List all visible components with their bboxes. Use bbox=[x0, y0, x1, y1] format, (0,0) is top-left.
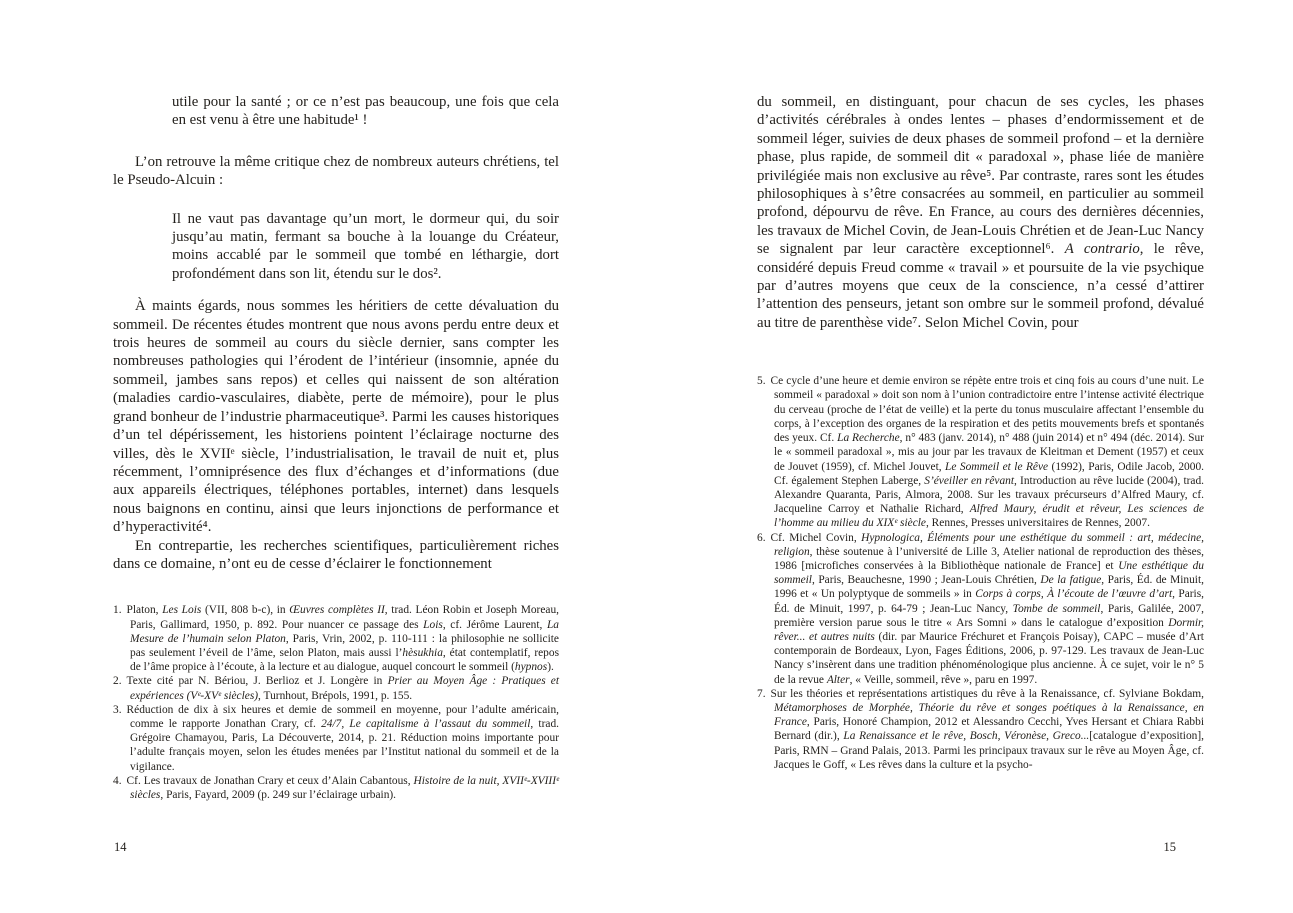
footnote-number: 1. bbox=[113, 604, 122, 617]
paragraph: En contrepartie, les recherches scientifiques, particulièrement riches dans ce domaine, n’ont eu de cesse d’éclairer le fonctionnement bbox=[113, 537, 559, 572]
paragraph: du sommeil, en distinguant, pour chacun de ses cycles, les phases d’activités cérébrales à ondes lentes – phases d’endormissement et de sommeil léger, suivies de deux phases de sommeil profond – et la dernière phase, plus rapide, de sommeil dit « paradoxal », phase liée de manière privilégiée mais non exclusive au rêve⁵. Par contraste, rares sont les études philosophiques à s’être consacrées au sommeil, en particulier au sommeil profond, dépourvu de rêve. En France, au cours des dernières décennies, les travaux de Michel Covin, de Jean-Louis Chrétien et de Jean-Luc Nancy se signalent par leur caractère exceptionnel⁶. A contrario, le rêve, considéré depuis Freud comme « travail » et poursuite de la vie psychique par d’autres moyens que ceux de la conscience, n’a cessé d’attirer l’attention des penseurs, jetant son ombre sur le sommeil profond, dévalué au titre de parenthèse vide⁷. Selon Michel Covin, pour bbox=[757, 94, 1205, 331]
right-page bbox=[757, 93, 1205, 854]
footnote-text: Cf. Michel Covin, Hypnologica, Éléments pour une esthétique du sommeil : art, médecine, religion, thèse soutenue à l’université de Lille 3, Atelier national de reproduction des thèses, 1986 [microfiches conservées à la Bibliothèque nationale de France] et Une esthétique du sommeil, Paris, Beauchesne, 1990 ; Jean-Louis Chrétien, De la fatigue, Paris, Éd. de Minuit, 1996 et « Un polyptyque de sommeils » in Corps à corps, À l’écoute de l’œuvre d’art, Paris, Éd. de Minuit, 1997, p. 64-79 ; Jean-Luc Nancy, Tombe de sommeil, Paris, Galilée, 2007, première version parue sous le titre « Ars Somni » dans le catalogue d’exposition Dormir, rêver... et autres nuits (dir. par Maurice Fréchuret et François Poisay), CAPC – musée d’Art contemporain de Bordeaux, Lyon, Fages Éditions, 2006, p. 97-129. Les travaux de Jean-Luc Nancy s’insèrent dans une tradition phénoménologique plus ancienne. À ce sujet, voir le n° 5 de la revue Alter, « Veille, sommeil, rêve », paru en 1997. bbox=[770, 531, 1205, 686]
footnote-text: Ce cycle d’une heure et demie environ se répète entre trois et cinq fois au cours d’une nuit. Le sommeil « paradoxal » doit son nom à l’union contradictoire entre l’intense activité électrique du cerveau (proche de l’état de veille) et la perte du tonus musculaire affectant l’ensemble du corps, à l’exception des organes de la respiration et des petits mouvements brefs et spontanés des yeux. Cf. La Recherche, n° 483 (janv. 2014), n° 488 (juin 2014) et n° 494 (déc. 2014). Sur le « sommeil paradoxal », mis au jour par les travaux de Kleitman et Dement (1957) et ceux de Jouvet (1959), cf. Michel Jouvet, Le Sommeil et le Rêve (1992), Paris, Odile Jacob, 2000. Cf. également Stephen Laberge, S’éveiller en rêvant, Introduction au rêve lucide (2004), trad. Alexandre Quaranta, Paris, Almora, 2008. Sur les travaux précurseurs d’Alfred Maury, cf. Jacqueline Carroy et Nathalie Richard, Alfred Maury, érudit et rêveur, Les sciences de l’homme au milieu du XIXᵉ siècle, Rennes, Presses universitaires de Rennes, 2007. bbox=[770, 375, 1205, 530]
footnote-number: 2. bbox=[113, 675, 122, 688]
footnote bbox=[113, 674, 559, 702]
footnote-number: 5. bbox=[757, 375, 766, 388]
footnote-number: 3. bbox=[113, 703, 122, 716]
quote-continuation: utile pour la santé ; or ce n’est pas beaucoup, une fois que cela en est venu à être une habitude¹ ! bbox=[172, 94, 559, 129]
footnote-text: Platon, Les Lois (VII, 808 b-c), in Œuvres complètes II, trad. Léon Robin et Joseph Moreau, Paris, Gallimard, 1950, p. 892. Pour nuancer ce passage des Lois, cf. Jérôme Laurent, La Mesure de l’humain selon Platon, Paris, Vrin, 2002, p. 110-111 : la philosophie ne sollicite pas seulement l’éveil de l’âme, selon Platon, mais aussi l’hèsukhia, état contemplatif, repos de l’âme propice à l’écoute, à la lecture et au dialogue, auquel concourt le sommeil (hypnos). bbox=[126, 604, 559, 674]
footnote-text: Cf. Les travaux de Jonathan Crary et ceux d’Alain Cabantous, Histoire de la nuit, XVIIᵉ-XVIIIᵉ siècles, Paris, Fayard, 2009 (p. 249 sur l’éclairage urbain). bbox=[126, 774, 559, 801]
footnote-text: Réduction de dix à six heures et demie de sommeil en moyenne, pour l’adulte américain, comme le rapporte Jonathan Crary, cf. 24/7, Le capitalisme à l’assaut du sommeil, trad. Grégoire Chamayou, Paris, La Découverte, 2014, p. 21. Réduction moins importante pour l’adulte français moyen, selon les études menées par l’Institut national du sommeil et de la vigilance. bbox=[126, 703, 559, 773]
footnote-text: Sur les théories et représentations artistiques du rêve à la Renaissance, cf. Sylviane Bokdam, Métamorphoses de Morphée, Théorie du rêve et songes poétiques à la Renaissance, en France, Paris, Honoré Champion, 2012 et Alessandro Cecchi, Yves Hersant et Chiara Rabbi Bernard (dir.), La Renaissance et le rêve, Bosch, Véronèse, Greco...[catalogue d’exposition], Paris, RMN – Grand Palais, 2013. Parmi les principaux travaux sur le rêve au Moyen Âge, cf. Jacques le Goff, « Les rêves dans la culture et la psycho- bbox=[770, 687, 1204, 771]
footnote-number: 7. bbox=[757, 687, 766, 700]
footnote bbox=[113, 703, 559, 774]
block-quote: Il ne vaut pas davantage qu’un mort, le dormeur qui, du soir jusqu’au matin, fermant sa bouche à la louange du Créateur, moins accablé par le sommeil que tombé en léthargie, dort profondément dans son lit, étendu sur le dos². bbox=[172, 210, 559, 282]
footnote bbox=[113, 774, 559, 802]
page-number-left: 14 bbox=[114, 840, 127, 854]
page-number-right: 15 bbox=[1163, 840, 1176, 854]
footnotes-right bbox=[757, 374, 1204, 772]
footnote-number: 6. bbox=[757, 531, 766, 544]
footnote bbox=[113, 603, 559, 674]
footnote-number: 4. bbox=[113, 774, 122, 787]
paragraph: L’on retrouve la même critique chez de nombreux auteurs chrétiens, tel le Pseudo-Alcuin : bbox=[113, 153, 559, 189]
footnotes-left bbox=[113, 603, 559, 802]
left-page bbox=[113, 93, 560, 854]
footnote bbox=[757, 531, 1204, 687]
footnote-text: Texte cité par N. Bériou, J. Berlioz et J. Longère in Prier au Moyen Âge : Pratiques et expériences (Vᵉ-XVᵉ siècles), Turnhout, Brépols, 1991, p. 155. bbox=[126, 675, 560, 702]
paragraph: À maints égards, nous sommes les héritiers de cette dévaluation du sommeil. De récentes études montrent que nous avons perdu entre deux et trois heures de sommeil au cours du siècle dernier, sans compter les nombreuses pathologies qui l’érodent de l’intérieur (insomnie, apnée du sommeil, jambes sans repos) et celles qui naissent de son altération (maladies cardio-vasculaires, diabète, perte de mémoire), pour le plus grand bonheur de l’industrie pharmaceutique³. Parmi les causes historiques d’un tel dépérissement, les historiens pointent l’éclairage nocturne des villes, dès le XVIIᵉ siècle, l’industrialisation, le travail de nuit et, plus récemment, l’omniprésence des flux d’échanges et d’informations (due aux appareils électriques, téléphones portables, internet) dans lesquels nous baignons en continu, ainsi que leurs injonctions de performance et d’hyperactivité⁴. bbox=[113, 298, 559, 536]
footnote bbox=[757, 374, 1204, 530]
footnote bbox=[757, 687, 1204, 772]
